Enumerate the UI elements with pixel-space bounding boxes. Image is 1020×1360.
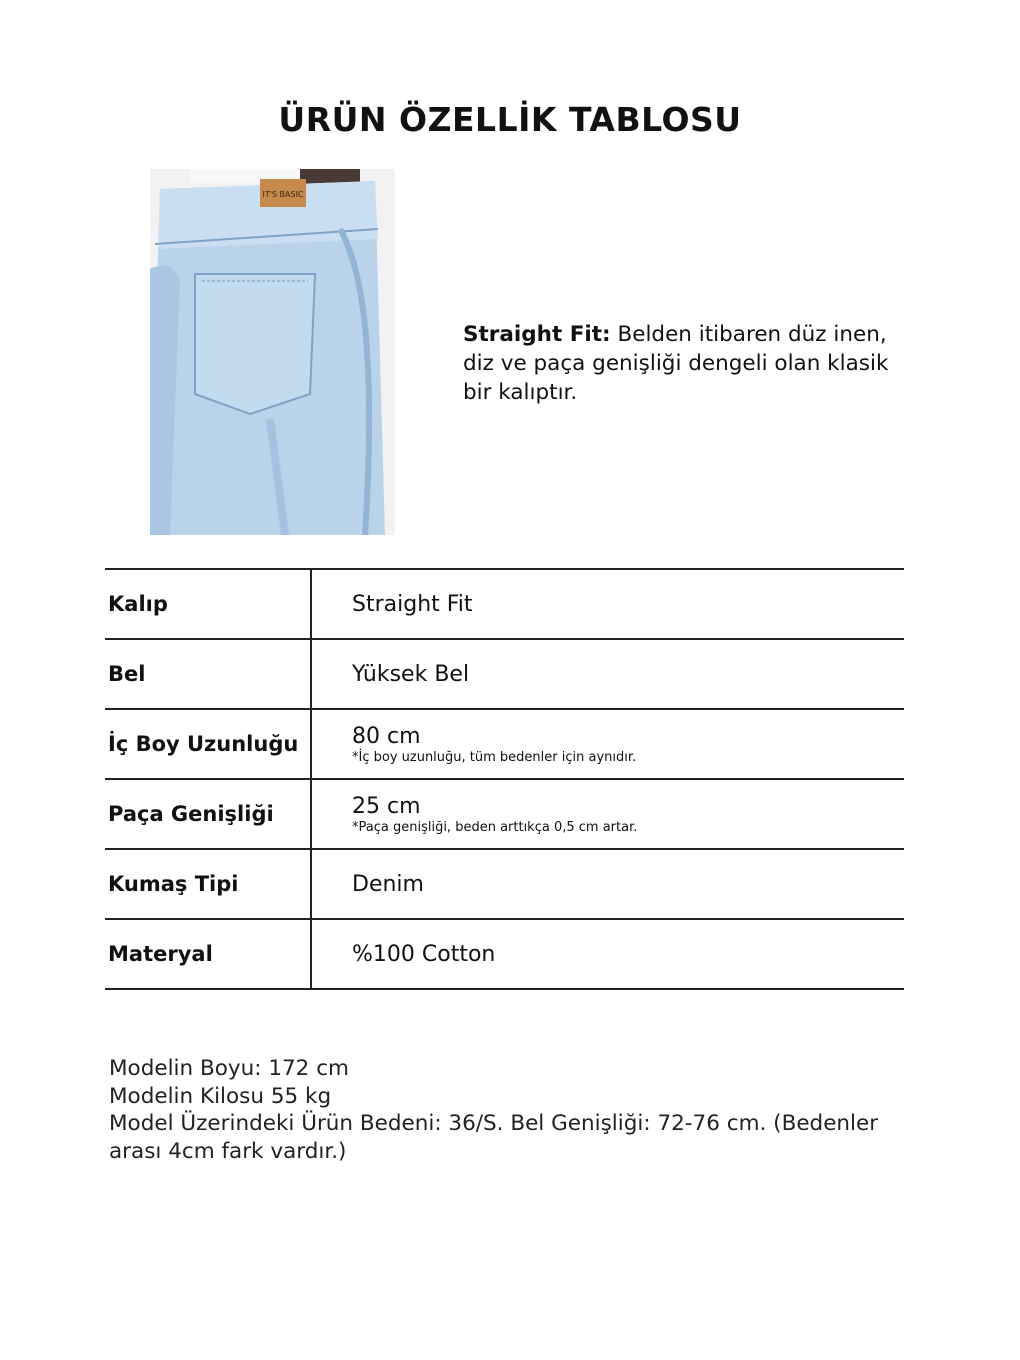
- spec-note: *İç boy uzunluğu, tüm bedenler için aynıdır.: [352, 749, 637, 765]
- spec-key: Bel: [105, 639, 311, 709]
- model-info: [109, 1055, 899, 1165]
- spec-value-cell: [311, 849, 904, 919]
- fit-term: Straight Fit:: [463, 322, 611, 347]
- fit-description: [463, 320, 913, 407]
- table-row: [105, 709, 904, 779]
- fit-text: Belden itibaren düz inen, diz ve paça genişliği dengeli olan klasik bir kalıptır.: [463, 322, 889, 405]
- spec-key: Materyal: [105, 919, 311, 989]
- spec-value-cell: [311, 779, 904, 849]
- table-row: [105, 919, 904, 989]
- spec-value: %100 Cotton: [352, 941, 496, 967]
- spec-value-cell: [311, 919, 904, 989]
- table-row: [105, 849, 904, 919]
- spec-key: Paça Genişliği: [105, 779, 311, 849]
- spec-value-cell: [311, 639, 904, 709]
- table-row: [105, 569, 904, 639]
- spec-value-cell: [311, 709, 904, 779]
- spec-value: Denim: [352, 871, 424, 897]
- spec-table: [105, 568, 904, 990]
- spec-key: Kumaş Tipi: [105, 849, 311, 919]
- table-row: [105, 639, 904, 709]
- spec-value: 80 cm: [352, 723, 421, 749]
- spec-value: Straight Fit: [352, 591, 473, 617]
- spec-value: 25 cm: [352, 793, 421, 819]
- spec-key: İç Boy Uzunluğu: [105, 709, 311, 779]
- svg-text:IT'S BASIC: IT'S BASIC: [262, 190, 304, 199]
- model-height: Modelin Boyu: 172 cm: [109, 1056, 349, 1081]
- page-title: ÜRÜN ÖZELLİK TABLOSU: [278, 100, 742, 139]
- spec-value-cell: [311, 569, 904, 639]
- product-photo-jeans-back: [150, 169, 395, 535]
- model-weight: Modelin Kilosu 55 kg: [109, 1083, 332, 1109]
- spec-note: *Paça genişliği, beden arttıkça 0,5 cm artar.: [352, 819, 638, 835]
- model-size: Model Üzerindeki Ürün Bedeni: 36/S. Bel Genişliği: 72-76 cm. (Bedenler arası 4cm fark vardır.): [109, 1111, 879, 1164]
- spec-value: Yüksek Bel: [352, 661, 470, 687]
- spec-key: Kalıp: [105, 569, 311, 639]
- table-row: [105, 779, 904, 849]
